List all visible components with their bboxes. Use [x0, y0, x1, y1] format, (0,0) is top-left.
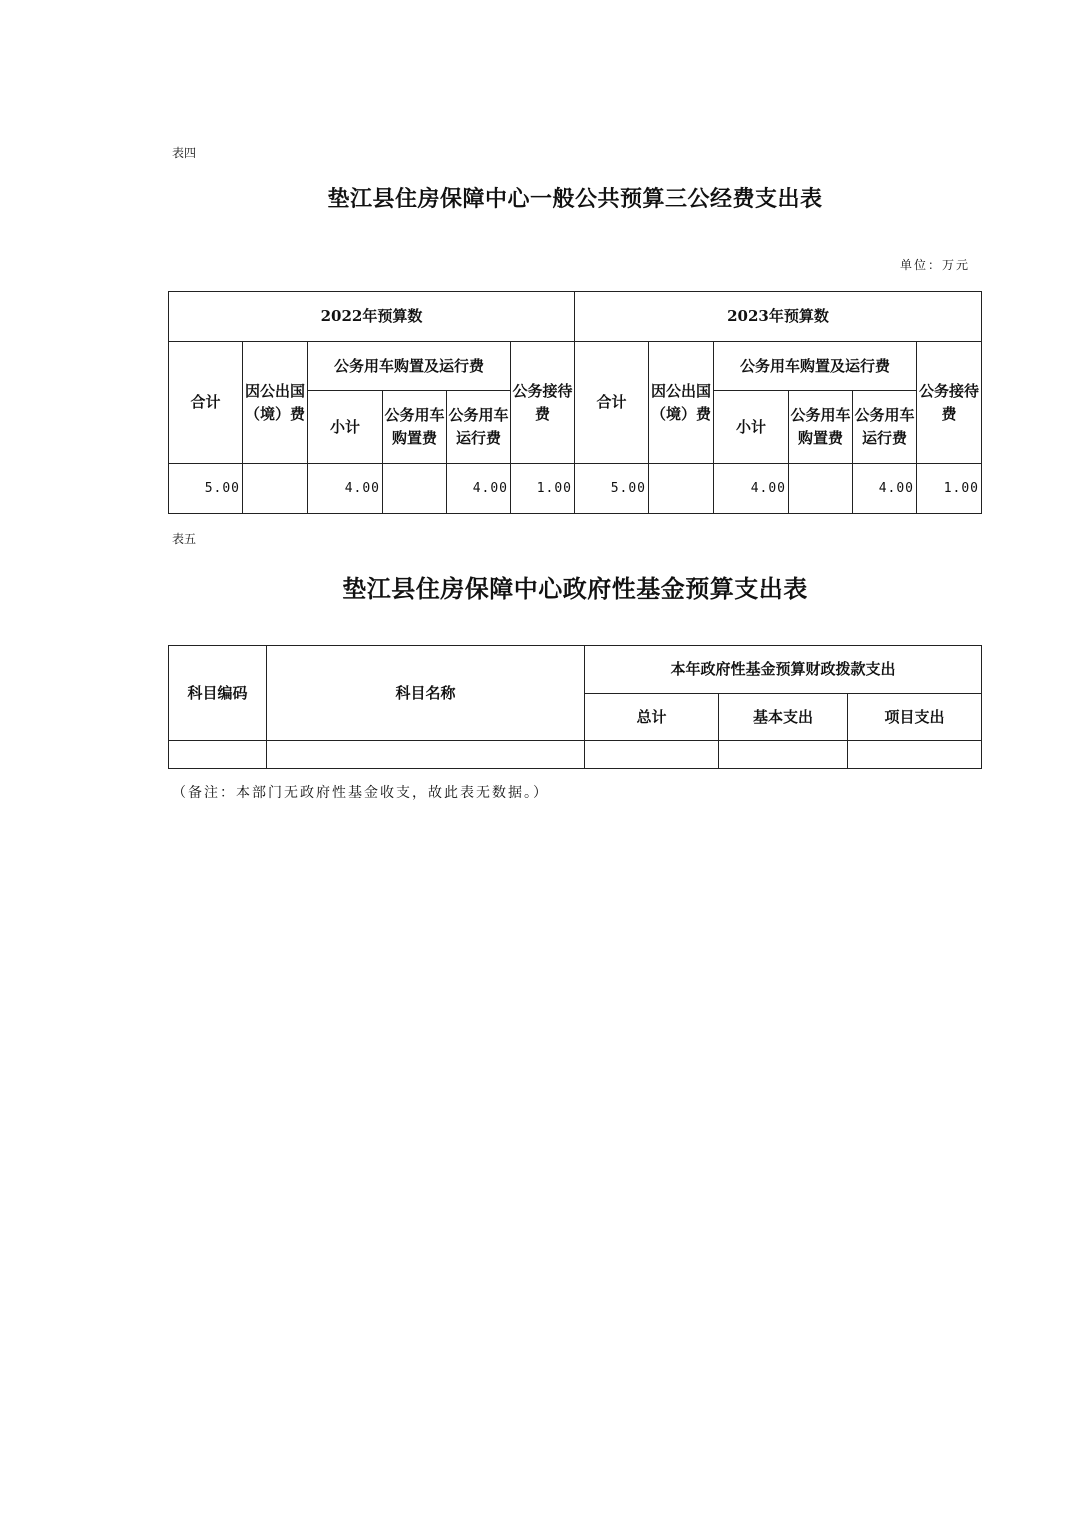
header-total-2023: 合计	[575, 342, 649, 464]
table5-title: 垫江县住房保障中心政府性基金预算支出表	[342, 574, 808, 603]
cell-project	[848, 741, 982, 769]
cell-subtotal-2023: 4.00	[714, 464, 789, 514]
table4-col-header-row-1	[169, 342, 982, 391]
header-car-group-2022: 公务用车购置及运行费	[308, 342, 511, 391]
header-basic: 基本支出	[719, 694, 848, 741]
header-reception-2022: 公务接待费	[511, 342, 575, 464]
table4-tag: 表四	[172, 146, 197, 160]
cell-code	[169, 741, 267, 769]
table4-year-header-row	[169, 292, 982, 342]
table5-gov-fund-budget	[168, 645, 982, 769]
cell-total-2022: 5.00	[169, 464, 243, 514]
table5-tag: 表五	[172, 532, 197, 546]
header-abroad-2022: 因公出国（境）费	[243, 342, 308, 464]
cell-car-purchase-2023	[789, 464, 853, 514]
header-name: 科目名称	[267, 646, 585, 741]
header-car-running-2023: 公务用车运行费	[853, 391, 917, 464]
cell-car-running-2023: 4.00	[853, 464, 917, 514]
cell-grand-total	[585, 741, 719, 769]
header-abroad-2023: 因公出国（境）费	[649, 342, 714, 464]
header-subtotal-2023: 小计	[714, 391, 789, 464]
header-car-purchase-2023: 公务用车购置费	[789, 391, 853, 464]
cell-basic	[719, 741, 848, 769]
header-project: 项目支出	[848, 694, 982, 741]
table5-header-row-1	[169, 646, 982, 694]
cell-abroad-2023	[649, 464, 714, 514]
header-car-purchase-2022: 公务用车购置费	[383, 391, 447, 464]
header-2022: 2022年预算数	[169, 292, 575, 342]
table-row	[169, 464, 982, 514]
table4-title: 垫江县住房保障中心一般公共预算三公经费支出表	[327, 186, 823, 212]
header-code: 科目编码	[169, 646, 267, 741]
header-total-2022: 合计	[169, 342, 243, 464]
cell-car-purchase-2022	[383, 464, 447, 514]
cell-total-2023: 5.00	[575, 464, 649, 514]
cell-abroad-2022	[243, 464, 308, 514]
header-2023: 2023年预算数	[575, 292, 982, 342]
header-car-group-2023: 公务用车购置及运行费	[714, 342, 917, 391]
cell-car-running-2022: 4.00	[447, 464, 511, 514]
cell-name	[267, 741, 585, 769]
cell-reception-2023: 1.00	[917, 464, 982, 514]
header-reception-2023: 公务接待费	[917, 342, 982, 464]
header-fund-group: 本年政府性基金预算财政拨款支出	[585, 646, 982, 694]
header-car-running-2022: 公务用车运行费	[447, 391, 511, 464]
unit-label: 单位：万元	[900, 258, 971, 272]
table5-note: （备注：本部门无政府性基金收支，故此表无数据。）	[172, 785, 549, 801]
cell-subtotal-2022: 4.00	[308, 464, 383, 514]
header-subtotal-2022: 小计	[308, 391, 383, 464]
table-row	[169, 741, 982, 769]
header-grand-total: 总计	[585, 694, 719, 741]
cell-reception-2022: 1.00	[511, 464, 575, 514]
table4-three-public-expenses	[168, 291, 982, 514]
